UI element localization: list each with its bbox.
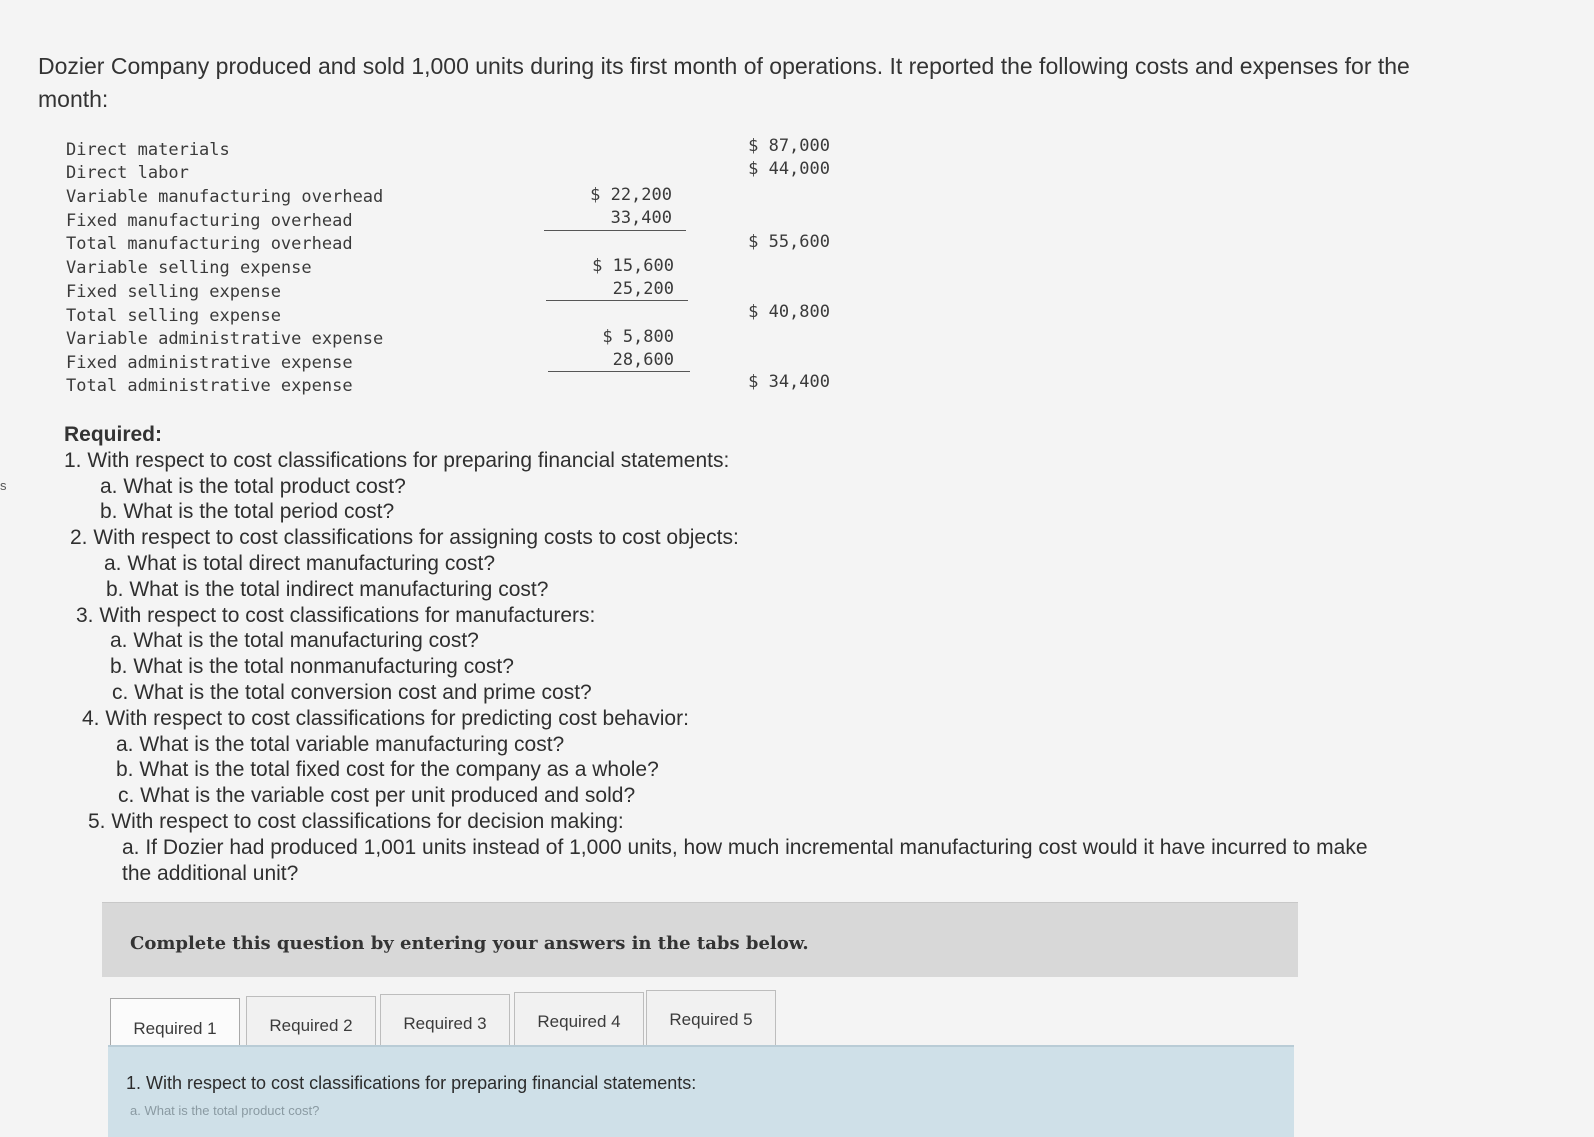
tab-required-5[interactable]: Required 5 bbox=[646, 990, 776, 1048]
cost-row bbox=[66, 211, 353, 231]
cost-label: Fixed administrative expense bbox=[66, 353, 353, 373]
cost-mid-value: 28,600 bbox=[612, 350, 674, 370]
cost-label: Direct labor bbox=[66, 163, 189, 183]
question-2a: a. What is total direct manufacturing cost? bbox=[104, 551, 496, 575]
question-4b: b. What is the total fixed cost for the company as a whole? bbox=[116, 758, 659, 782]
cost-row bbox=[66, 258, 312, 278]
answer-panel-cut-text: a. What is the total product cost? bbox=[130, 1103, 320, 1118]
side-marker: s bbox=[0, 478, 7, 493]
cost-right-value: $ 34,400 bbox=[748, 372, 830, 392]
cost-row bbox=[66, 376, 353, 396]
cost-right-value: $ 40,800 bbox=[748, 302, 830, 322]
tab-required-3[interactable]: Required 3 bbox=[380, 994, 510, 1052]
cost-label: Fixed selling expense bbox=[66, 282, 281, 302]
question-5a: a. If Dozier had produced 1,001 units instead of 1,000 units, how much incremental manufacturing cost would it have incurred to make the additional unit? bbox=[122, 835, 1368, 885]
question-1b: b. What is the total period cost? bbox=[100, 500, 395, 524]
subtotal-rule bbox=[544, 230, 686, 231]
question-5: 5. With respect to cost classifications for decision making: bbox=[88, 809, 624, 833]
cost-mid-value: 33,400 bbox=[610, 208, 672, 228]
cost-label: Total administrative expense bbox=[66, 376, 353, 396]
cost-row bbox=[66, 140, 230, 160]
cost-row bbox=[66, 282, 281, 302]
cost-mid-value: $ 22,200 bbox=[590, 185, 672, 205]
question-3c: c. What is the total conversion cost and prime cost? bbox=[112, 680, 592, 704]
question-1: 1. With respect to cost classifications for preparing financial statements: bbox=[64, 448, 730, 472]
cost-row bbox=[66, 187, 383, 207]
cost-mid-value: 25,200 bbox=[612, 279, 674, 299]
instructions-banner bbox=[102, 902, 1298, 977]
question-4: 4. With respect to cost classifications for predicting cost behavior: bbox=[82, 706, 689, 730]
tab-required-2[interactable]: Required 2 bbox=[246, 996, 376, 1054]
cost-right-value: $ 87,000 bbox=[748, 136, 830, 156]
answer-panel-prompt: 1. With respect to cost classifications for preparing financial statements: bbox=[126, 1073, 697, 1093]
cost-label: Variable manufacturing overhead bbox=[66, 187, 384, 207]
question-2: 2. With respect to cost classifications for assigning costs to cost objects: bbox=[70, 526, 739, 550]
cost-row bbox=[66, 163, 189, 183]
cost-row bbox=[66, 353, 353, 373]
problem-intro: Dozier Company produced and sold 1,000 units during its first month of operations. It reported the following costs and expenses for the month: bbox=[38, 53, 1410, 112]
question-3a: a. What is the total manufacturing cost? bbox=[110, 629, 479, 653]
cost-row bbox=[66, 306, 281, 326]
cost-row bbox=[66, 329, 383, 349]
answer-panel bbox=[108, 1045, 1294, 1137]
tab-required-4[interactable]: Required 4 bbox=[514, 992, 644, 1050]
cost-label: Direct materials bbox=[66, 140, 230, 160]
tab-required-1[interactable]: Required 1 bbox=[110, 998, 240, 1060]
required-section bbox=[64, 422, 1404, 886]
cost-label: Total selling expense bbox=[66, 306, 281, 326]
question-3b: b. What is the total nonmanufacturing cost? bbox=[110, 655, 514, 679]
cost-mid-value: $ 5,800 bbox=[602, 327, 674, 347]
cost-right-value: $ 44,000 bbox=[748, 159, 830, 179]
cost-right-value: $ 55,600 bbox=[748, 232, 830, 252]
cost-mid-value: $ 15,600 bbox=[592, 256, 674, 276]
question-4c: c. What is the variable cost per unit produced and sold? bbox=[118, 784, 636, 808]
cost-label: Fixed manufacturing overhead bbox=[66, 211, 353, 231]
question-2b: b. What is the total indirect manufacturing cost? bbox=[106, 577, 549, 601]
subtotal-rule bbox=[548, 371, 690, 372]
instructions-text: Complete this question by entering your answers in the tabs below. bbox=[130, 933, 809, 954]
question-4a: a. What is the total variable manufacturing cost? bbox=[116, 732, 565, 756]
cost-label: Variable selling expense bbox=[66, 258, 312, 278]
required-heading: Required: bbox=[64, 423, 163, 446]
question-3: 3. With respect to cost classifications for manufacturers: bbox=[76, 603, 596, 627]
cost-row bbox=[66, 234, 353, 254]
cost-label: Total manufacturing overhead bbox=[66, 234, 353, 254]
subtotal-rule bbox=[546, 300, 688, 301]
cost-label: Variable administrative expense bbox=[66, 329, 384, 349]
question-1a: a. What is the total product cost? bbox=[100, 474, 406, 498]
